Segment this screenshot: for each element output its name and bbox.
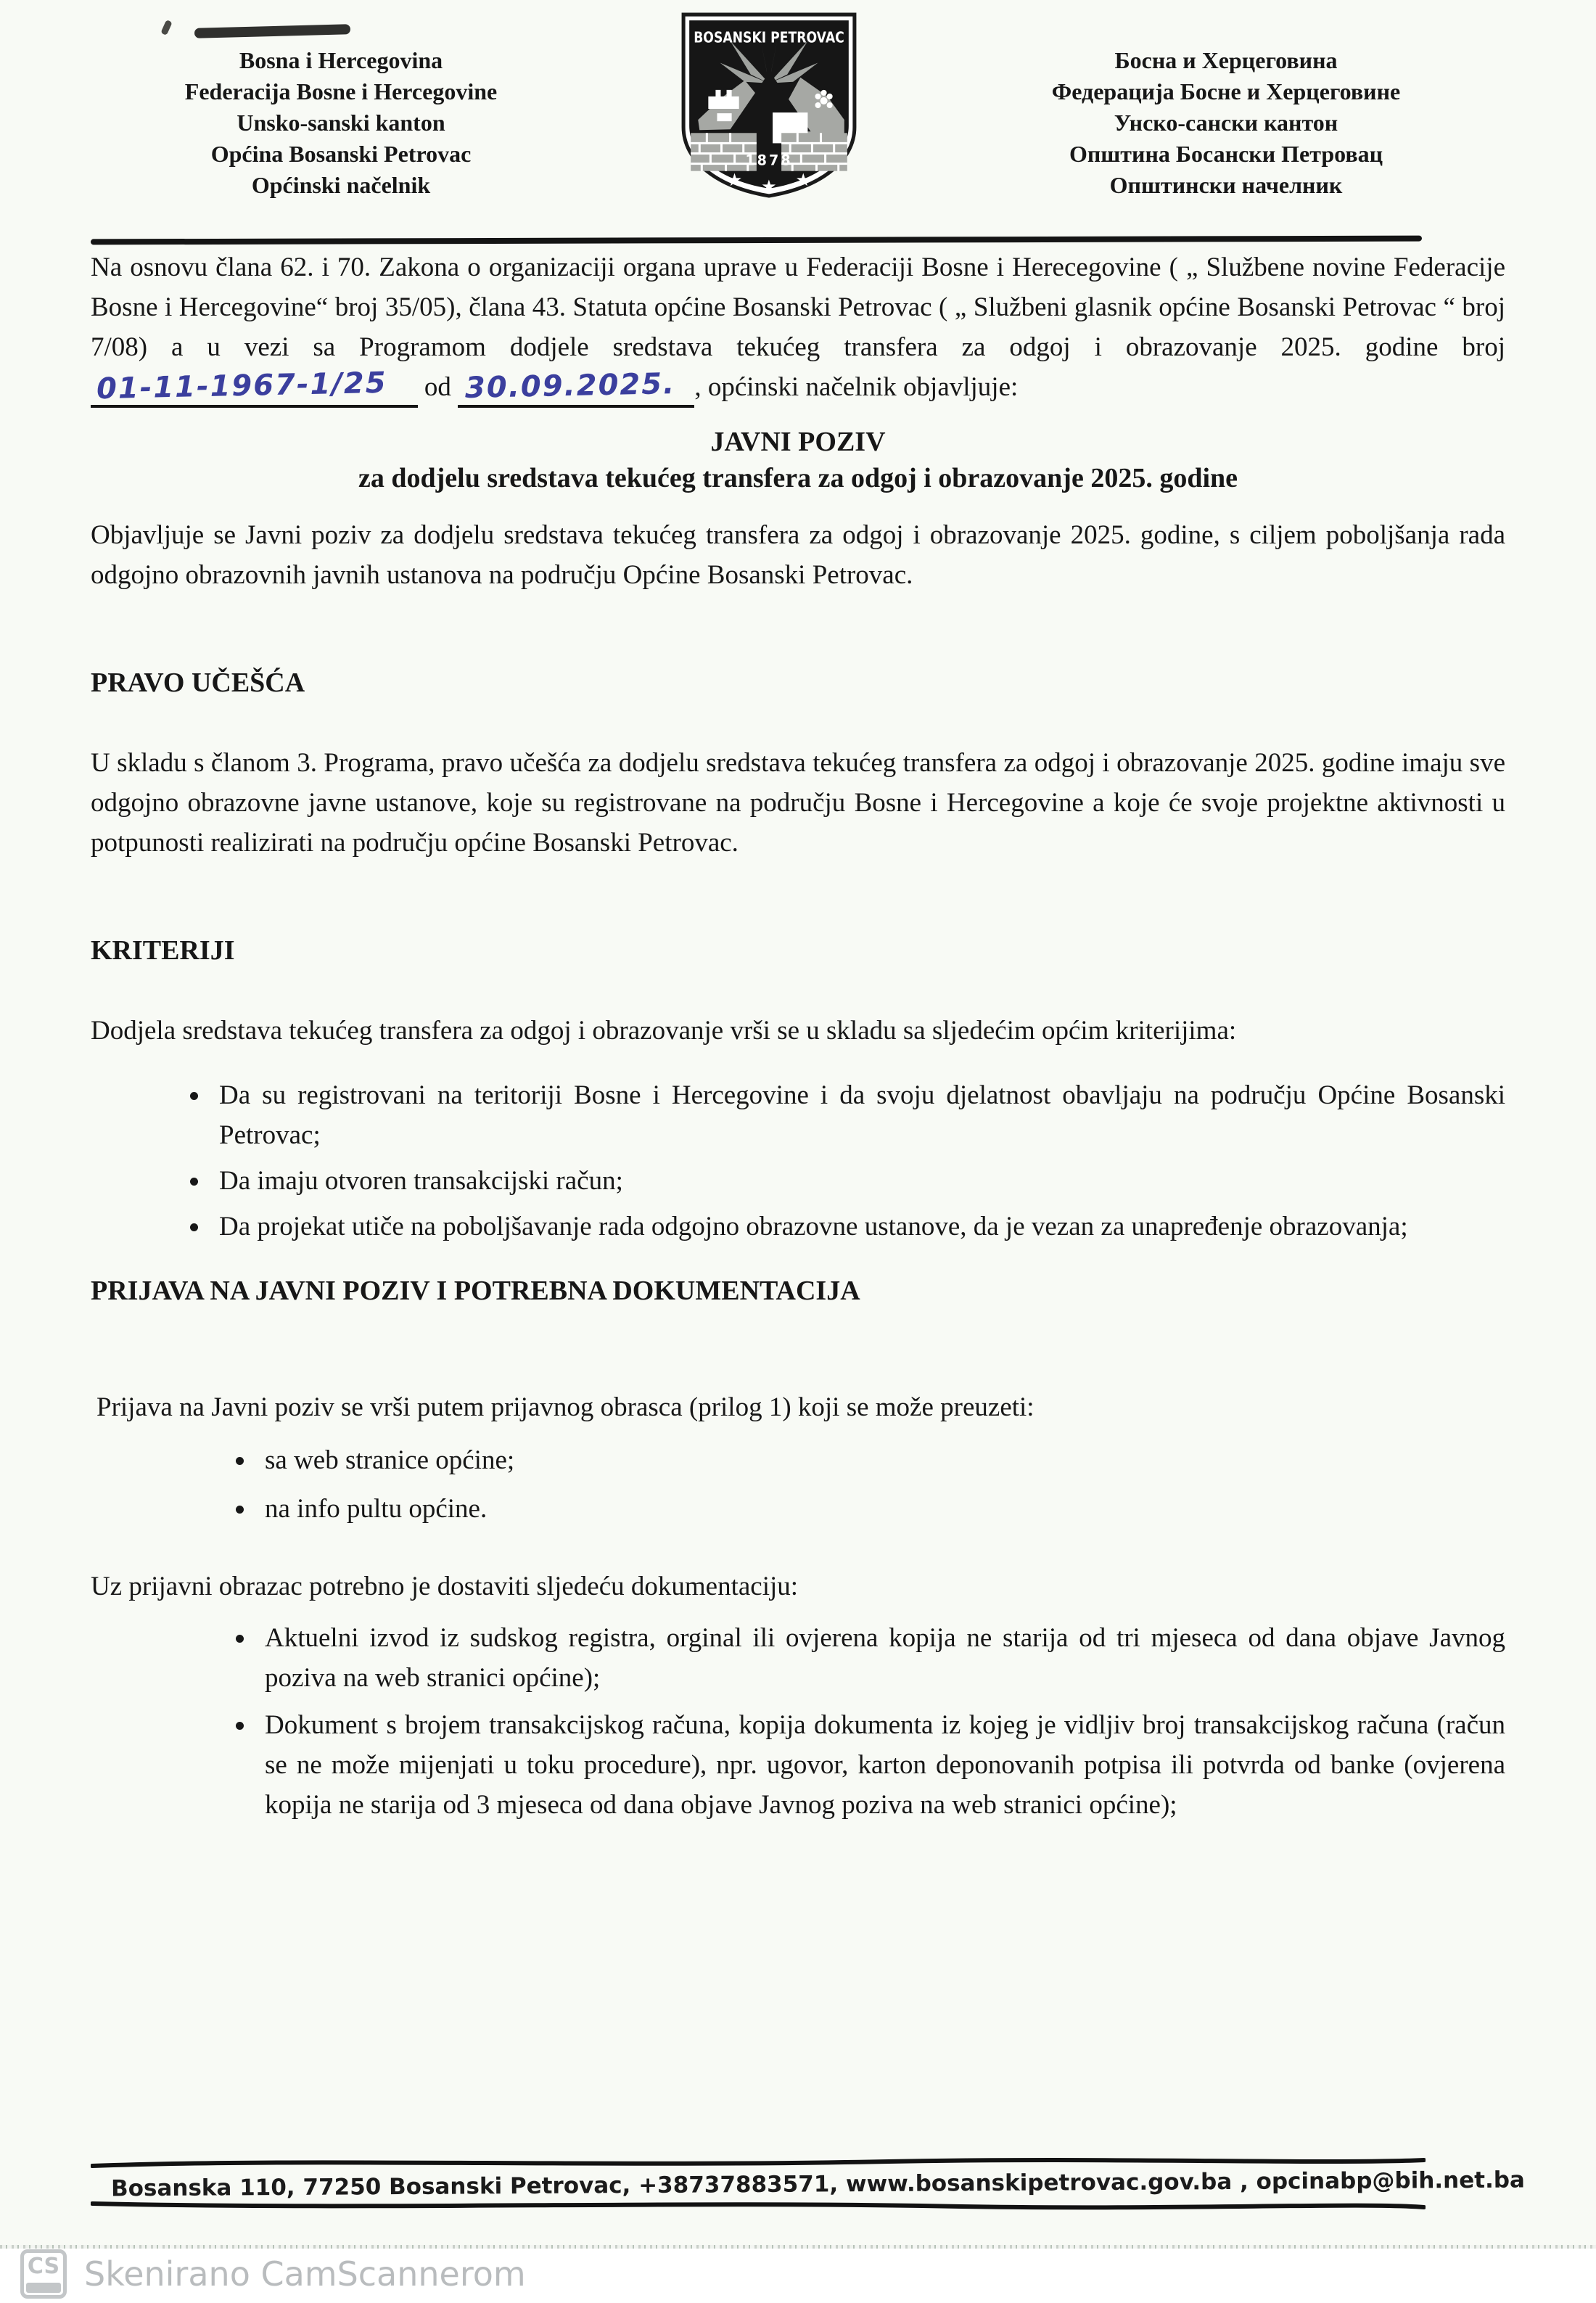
- required-documents-list: [91, 1618, 1505, 1825]
- letterhead-line: Općina Bosanski Petrovac: [210, 141, 472, 167]
- pen-tick-mark: [160, 20, 172, 36]
- page-footer: [91, 2156, 1526, 2213]
- list-item: • Aktuelni izvod iz sudskog registra, orginal ili ovjerena kopija ne starija od tri mjeseca od dana objave Javnog poziva na web stranici općine);: [256, 1618, 1505, 1698]
- letterhead-cyrillic-block: [947, 0, 1505, 201]
- list-item: • Da su registrovani na teritoriji Bosne i Hercegovine i da svoju djelatnost obavljaju na području Općine Bosanski Petrovac;: [210, 1075, 1505, 1155]
- star-icon: ★: [795, 170, 812, 190]
- camscanner-logo-icon: [20, 2249, 67, 2299]
- od-label: od: [417, 372, 458, 402]
- header-divider-line: [91, 236, 1422, 245]
- municipal-coat-of-arms: [591, 0, 947, 200]
- opening-text: Na osnovu člana 62. i 70. Zakona o organizaciji organa uprave u Federaciji Bosne i Herecegovine ( „ Službene novine Federacije Bosne i Hercegovine“ broj 35/05), člana 43. Statuta općine Bosanski Petrovac ( „ Službeni glasnik općine Bosanski Petrovac “ broj 7/08) a u vezi sa Programom dodjele sredstava tekućeg transfera za odgoj i obrazovanje 2025. godine broj: [91, 253, 1505, 362]
- list-item: • Dokument s brojem transakcijskog računa, kopija dokumenta iz kojeg je vidljiv broj transakcijskog računa (račun se ne može mijenjati u toku procedure), npr. ugovor, karton deponovanih potpisa ili potvrda od banke (ovjerena kopija ne starija od 3 mjeseca od dana objave Javnog poziva na web stranici općine);: [256, 1705, 1505, 1825]
- protocol-number-field: [91, 366, 418, 408]
- kriteriji-list: [91, 1075, 1505, 1247]
- list-item: • na info pultu općine.: [256, 1489, 1505, 1529]
- letterhead-line: Унско-сански кантон: [1114, 110, 1338, 136]
- kriteriji-intro-paragraph: Dodjela sredstava tekućeg transfera za odgoj i obrazovanje vrši se u skladu sa sljedećim općim kriterijima:: [91, 1016, 1237, 1046]
- letterhead-line: Федерација Босне и Херцеговине: [1051, 78, 1401, 104]
- scan-noise-strip: [0, 2245, 1596, 2249]
- emblem-title: BOSANSKI PETROVAC: [694, 28, 844, 46]
- camscanner-logo-base: [26, 2283, 61, 2293]
- title-line-1: JAVNI POZIV: [710, 427, 886, 457]
- prijava-intro-paragraph: Prijava na Javni poziv se vrši putem prijavnog obrasca (prilog 1) koji se može preuzeti:: [96, 1392, 1034, 1422]
- coat-of-arms-icon: [678, 10, 860, 200]
- section-heading-prijava: PRIJAVA NA JAVNI POZIV I POTREBNA DOKUMENTACIJA: [91, 1276, 860, 1306]
- section-heading-pravo-ucesca: PRAVO UČEŠĆA: [91, 668, 305, 698]
- section-heading-kriteriji: KRITERIJI: [91, 935, 235, 966]
- letterhead-line: Federacija Bosne i Hercegovine: [184, 78, 498, 104]
- camscanner-watermark-label: Skenirano CamScannerom: [84, 2254, 526, 2294]
- docs-intro-paragraph: Uz prijavni obrazac potrebno je dostaviti sljedeću dokumentaciju:: [91, 1572, 799, 1601]
- letterhead-line: Босна и Херцеговина: [1114, 47, 1338, 73]
- letterhead-line: Općinski načelnik: [251, 172, 431, 198]
- opening-paragraph: [91, 247, 1505, 408]
- date-field: [458, 366, 694, 408]
- document-title: [91, 424, 1505, 496]
- list-item: • Da projekat utiče na poboljšavanje rada odgojno obrazovne ustanove, da je vezan za unapređenje obrazovanja;: [210, 1207, 1505, 1247]
- camscanner-watermark-bar: [0, 2245, 1596, 2303]
- announcement-paragraph: Objavljuje se Javni poziv za dodjelu sredstava tekućeg transfera za odgoj i obrazovanje 2025. godine, s ciljem poboljšanja rada odgojno obrazovnih javnih ustanova na području Općine Bosanski Petrovac.: [91, 520, 1505, 590]
- pen-smudge-mark: [194, 24, 350, 38]
- opening-tail: , općinski načelnik objavljuje:: [694, 372, 1019, 402]
- download-sources-list: [91, 1440, 1505, 1529]
- letterhead: [91, 0, 1505, 201]
- letterhead-line: Bosna i Hercegovina: [239, 47, 443, 73]
- pravo-ucesca-paragraph: U skladu s članom 3. Programa, pravo učešća za dodjelu sredstava tekućeg transfera za odgoj i obrazovanje 2025. godine imaju sve odgojno obrazovne javne ustanove, koje su registrovane na području Bosne i Hercegovine a koje će svoje projektne aktivnosti u potpunosti realizirati na području općine Bosanski Petrovac.: [91, 748, 1505, 858]
- star-icon: ★: [726, 170, 743, 190]
- star-icon: ★: [761, 176, 777, 197]
- list-item: • Da imaju otvoren transakcijski račun;: [210, 1161, 1505, 1201]
- letterhead-line: Општина Босански Петровац: [1069, 141, 1383, 167]
- date-handwritten: 30.09.2025.: [464, 366, 676, 406]
- title-line-2: za dodjelu sredstava tekućeg transfera za odgoj i obrazovanje 2025. godine: [358, 463, 1238, 493]
- letterhead-latin-block: [91, 0, 591, 201]
- letterhead-line: Општински начелник: [1109, 172, 1343, 198]
- camscanner-logo-text: CS: [27, 2254, 60, 2279]
- letterhead-line: Unsko-sanski kanton: [236, 110, 445, 136]
- protocol-number-handwritten: 01-11-1967-1/25: [96, 366, 388, 406]
- footer-contact-line: Bosanska 110, 77250 Bosanski Petrovac, +38737883571, www.bosanskipetrovac.gov.ba , opcinabp@bih.net.ba: [110, 2167, 1526, 2202]
- emblem-year: 1878: [745, 152, 793, 169]
- list-item: • sa web stranice općine;: [256, 1440, 1505, 1480]
